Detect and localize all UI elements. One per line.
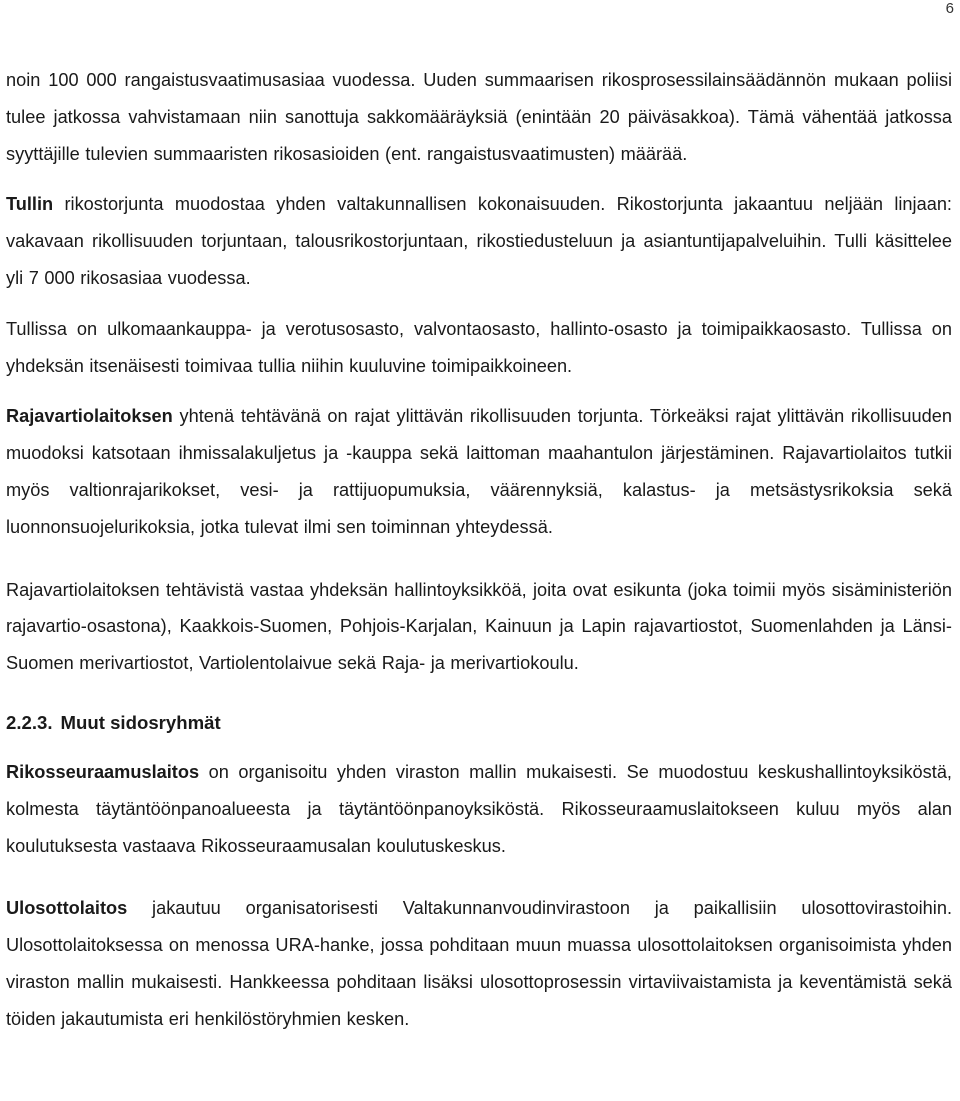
- paragraph-text: Rajavartiolaitoksen tehtävistä vastaa yhdeksän hallintoyksikköä, joita ovat esikunta (joka toimii myös sisäministeriön rajavartio-osastona), Kaakkois-Suomen, Pohjois-Karjalan, Kainuun ja Lapin rajavartiostot, Suomenlahden ja Länsi-Suomen merivartiostot, Vartiolentolaivue sekä Raja- ja merivartiokoulu.: [6, 579, 952, 674]
- paragraph-rajavartiolaitos: [6, 398, 952, 545]
- paragraph-sakkomaaraykset: [6, 62, 952, 172]
- paragraph-text: yhtenä tehtävänä on rajat ylittävän rikollisuuden torjunta. Törkeäksi rajat ylittävän rikollisuuden muodoksi katsotaan ihmissalakuljetus ja -kauppa sekä laittoman maahantulon järjestäminen. Rajavartiolaitos tutkii myös valtionrajarikokset, vesi- ja rattijuopumuksia, väärennyksiä, kalastus- ja metsästysrikoksia sekä luonnonsuojelurikoksia, jotka tulevat ilmi sen toiminnan yhteydessä.: [6, 406, 952, 537]
- page-number: 6: [945, 0, 954, 17]
- section-heading: [6, 712, 952, 734]
- section-title: Muut sidosryhmät: [60, 711, 221, 733]
- paragraph-rajavartiolaitos-hallinto: [6, 572, 952, 682]
- document-body: [6, 62, 952, 1038]
- paragraph-rikosseuraamuslaitos: [6, 754, 952, 864]
- paragraph-ulosottolaitos: [6, 890, 952, 1037]
- paragraph-text: jakautuu organisatorisesti Valtakunnanvoudinvirastoon ja paikallisiin ulosottovirastoihin. Ulosottolaitoksessa on menossa URA-hanke, jossa pohditaan muun muassa ulosottolaitoksen organisoimista yhden viraston mallin mukaisesti. Hankkeessa pohditaan lisäksi ulosottoprosessin virtaviivaistamista ja keventämistä sekä töiden jakautumista eri henkilöstöryhmien kesken.: [6, 898, 952, 1029]
- section-number: 2.2.3.: [6, 711, 53, 733]
- paragraph-tulli-rikostorjunta: [6, 186, 952, 296]
- paragraph-lead-term: Rajavartiolaitoksen: [6, 406, 173, 427]
- paragraph-lead-term: Tullin: [6, 194, 54, 215]
- paragraph-text: on organisoitu yhden viraston mallin mukaisesti. Se muodostuu keskushallintoyksiköstä, kolmesta täytäntöönpanoalueesta ja täytäntöönpanoyksiköstä. Rikosseuraamuslaitokseen kuluu myös alan koulutuksesta vastaava Rikosseuraamusalan koulutuskeskus.: [6, 761, 952, 856]
- paragraph-lead-term: Rikosseuraamuslaitos: [6, 761, 200, 782]
- paragraph-text: noin 100 000 rangaistusvaatimusasiaa vuodessa. Uuden summaarisen rikosprosessilainsäädännön mukaan poliisi tulee jatkossa vahvistamaan niin sanottuja sakkomääräyksiä (enintään 20 päiväsakkoa). Tämä vähentää jatkossa syyttäjille tulevien summaaristen rikosasioiden (ent. rangaistusvaatimusten) määrää.: [6, 70, 952, 164]
- paragraph-lead-term: Ulosottolaitos: [6, 898, 128, 919]
- paragraph-text: rikostorjunta muodostaa yhden valtakunnallisen kokonaisuuden. Rikostorjunta jakaantuu neljään linjaan: vakavaan rikollisuuden torjuntaan, talousrikostorjuntaan, rikostiedusteluun ja asiantuntijapalveluihin. Tulli käsittelee yli 7 000 rikosasiaa vuodessa.: [6, 194, 952, 288]
- paragraph-tulli-osastot: [6, 311, 952, 385]
- paragraph-text: Tullissa on ulkomaankauppa- ja verotusosasto, valvontaosasto, hallinto-osasto ja toimipaikkaosasto. Tullissa on yhdeksän itsenäisesti toimivaa tullia niihin kuuluvine toimipaikkoineen.: [6, 318, 952, 376]
